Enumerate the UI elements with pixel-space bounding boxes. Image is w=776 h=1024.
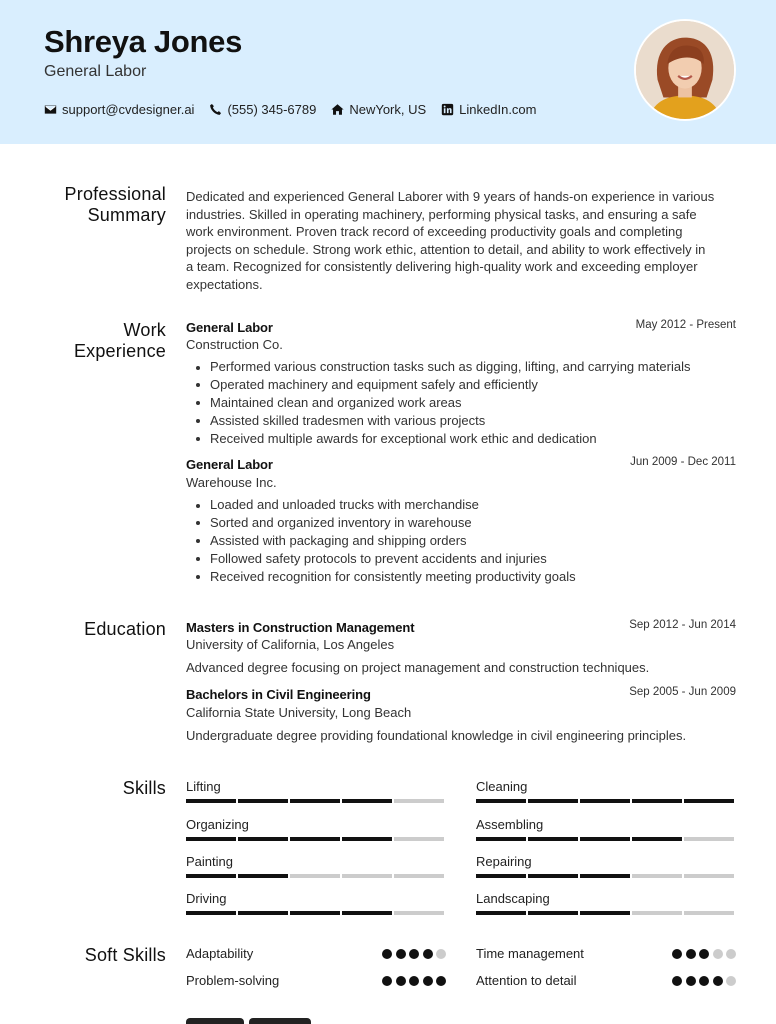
soft-skill-rating	[669, 949, 737, 959]
skill-level-segment	[632, 837, 682, 841]
summary-line: Dedicated and experienced General Laborer with 9 years of hands-on experience in various	[186, 189, 715, 204]
degree-description: Advanced degree focusing on project management and construction techniques.	[186, 660, 650, 675]
skill-level-segment	[684, 911, 734, 915]
list-item: Operated machinery and equipment safely and efficiently	[186, 376, 691, 394]
soft-skill-name: Adaptability	[186, 946, 254, 961]
rating-dot	[672, 976, 682, 986]
rating-dot	[423, 976, 433, 986]
contact-bar	[44, 102, 552, 117]
list-item: Received multiple awards for exceptional work ethic and dedication	[186, 430, 691, 448]
skill-level-bar	[186, 799, 446, 803]
skill-level-bar	[476, 874, 736, 878]
rating-dot	[686, 949, 696, 959]
contact-location	[331, 102, 426, 117]
degree-description: Undergraduate degree providing foundational knowledge in civil engineering principles.	[186, 728, 687, 743]
summary-heading-line2: Summary	[87, 204, 166, 225]
skill-name: Lifting	[186, 779, 221, 794]
education-heading: Education	[84, 619, 166, 639]
summary-heading-line1: Professional	[64, 184, 166, 204]
skill-item	[186, 778, 446, 803]
soft-skill-item	[186, 946, 446, 961]
skill-item	[476, 816, 736, 841]
envelope-icon	[44, 103, 57, 116]
skill-level-segment	[684, 837, 734, 841]
tag-chip	[249, 1018, 311, 1024]
rating-dot	[382, 976, 392, 986]
rating-dot	[699, 949, 709, 959]
skill-item	[186, 890, 446, 915]
summary-heading	[20, 184, 166, 225]
rating-dot	[396, 976, 406, 986]
summary-line: expectations.	[186, 276, 263, 292]
skill-name: Painting	[186, 854, 233, 869]
degree-title: Masters in Construction Management	[186, 620, 415, 635]
soft-skill-rating	[669, 976, 737, 986]
degree-title: Bachelors in Civil Engineering	[186, 687, 371, 702]
school-name: California State University, Long Beach	[186, 705, 412, 720]
skill-level-segment	[290, 911, 340, 915]
rating-dot	[396, 949, 406, 959]
job-bullets	[186, 358, 691, 447]
skill-level-segment	[290, 837, 340, 841]
skill-level-bar	[476, 799, 736, 803]
contact-linkedin-text: LinkedIn.com	[459, 102, 537, 117]
skill-name: Cleaning	[476, 779, 528, 794]
skill-item	[186, 853, 446, 878]
skill-level-segment	[290, 874, 340, 878]
experience-heading-line1: Work	[123, 320, 166, 340]
tag-chip	[186, 1018, 244, 1024]
linkedin-icon	[441, 103, 454, 116]
skill-level-segment	[528, 874, 578, 878]
skill-name: Landscaping	[476, 891, 550, 906]
soft-skills-heading: Soft Skills	[84, 945, 166, 965]
candidate-name: Shreya Jones	[44, 24, 243, 59]
skill-level-segment	[186, 911, 236, 915]
skill-level-segment	[528, 799, 578, 803]
skill-level-segment	[238, 799, 288, 803]
job-dates: May 2012 - Present	[635, 319, 736, 331]
phone-icon	[209, 103, 222, 116]
soft-skill-rating	[379, 976, 447, 986]
soft-skill-item	[476, 973, 736, 988]
soft-skill-item	[476, 946, 736, 961]
skill-name: Assembling	[476, 817, 544, 832]
summary-line: industries. Skilled in operating machinery, performing physical tasks, and ensuring a safe	[186, 206, 697, 222]
skill-level-segment	[684, 874, 734, 878]
summary-line: a team. Recognized for consistently delivering high-quality work and exceeding employer	[186, 259, 698, 275]
rating-dot	[726, 976, 736, 986]
skill-level-segment	[394, 911, 444, 915]
rating-dot	[726, 949, 736, 959]
contact-email[interactable]	[44, 102, 194, 117]
skill-level-segment	[342, 799, 392, 803]
school-name: University of California, Los Angeles	[186, 637, 395, 652]
list-item: Assisted with packaging and shipping orders	[186, 532, 576, 550]
summary-line: work environment. Proven track record of exceeding productivity goals and completing	[186, 224, 683, 240]
job-company: Warehouse Inc.	[186, 475, 277, 490]
skill-level-segment	[580, 837, 630, 841]
list-item: Sorted and organized inventory in warehouse	[186, 514, 576, 532]
skill-level-segment	[342, 874, 392, 878]
skills-heading: Skills	[122, 778, 166, 798]
skill-level-segment	[476, 911, 526, 915]
skill-level-segment	[476, 837, 526, 841]
contact-linkedin[interactable]	[441, 102, 536, 117]
skill-item	[476, 853, 736, 878]
skill-level-segment	[632, 874, 682, 878]
resume-header	[0, 0, 776, 144]
skill-name: Organizing	[186, 817, 249, 832]
skill-level-segment	[238, 911, 288, 915]
rating-dot	[409, 976, 419, 986]
rating-dot	[382, 949, 392, 959]
soft-skill-name: Problem-solving	[186, 973, 280, 988]
skill-level-segment	[580, 874, 630, 878]
rating-dot	[713, 976, 723, 986]
contact-phone[interactable]	[209, 102, 316, 117]
list-item: Maintained clean and organized work areas	[186, 394, 691, 412]
skill-level-segment	[528, 837, 578, 841]
degree-dates: Sep 2012 - Jun 2014	[629, 619, 736, 631]
skill-level-bar	[476, 837, 736, 841]
candidate-title: General Labor	[44, 63, 147, 80]
summary-text	[186, 188, 738, 294]
soft-skill-rating	[379, 949, 447, 959]
skill-level-segment	[394, 837, 444, 841]
skill-level-segment	[186, 799, 236, 803]
job-title: General Labor	[186, 457, 273, 472]
degree-dates: Sep 2005 - Jun 2009	[629, 686, 736, 698]
soft-skill-name: Attention to detail	[476, 973, 577, 988]
skill-item	[476, 778, 736, 803]
skill-level-segment	[394, 874, 444, 878]
rating-dot	[699, 976, 709, 986]
skill-name: Repairing	[476, 854, 532, 869]
list-item: Loaded and unloaded trucks with merchandise	[186, 496, 576, 514]
profile-photo	[634, 19, 736, 121]
rating-dot	[672, 949, 682, 959]
skill-level-segment	[476, 799, 526, 803]
rating-dot	[436, 976, 446, 986]
job-company: Construction Co.	[186, 337, 283, 352]
skill-level-segment	[238, 874, 288, 878]
job-title: General Labor	[186, 320, 273, 335]
experience-heading	[20, 320, 166, 361]
soft-skill-item	[186, 973, 446, 988]
rating-dot	[423, 949, 433, 959]
skill-level-segment	[342, 837, 392, 841]
job-dates: Jun 2009 - Dec 2011	[630, 456, 736, 468]
skill-level-segment	[580, 911, 630, 915]
portrait-illustration	[636, 21, 734, 119]
home-icon	[331, 103, 344, 116]
contact-location-text: NewYork, US	[349, 102, 427, 117]
skill-name: Driving	[186, 891, 227, 906]
contact-phone-text: (555) 345-6789	[227, 102, 317, 117]
skill-level-segment	[528, 911, 578, 915]
skill-level-segment	[342, 911, 392, 915]
skill-level-bar	[186, 874, 446, 878]
rating-dot	[686, 976, 696, 986]
skill-level-segment	[290, 799, 340, 803]
summary-line: projects on schedule. Strong work ethic, attention to detail, and ability to work effectively in	[186, 241, 706, 257]
job-bullets	[186, 496, 576, 585]
skill-level-segment	[186, 874, 236, 878]
skill-level-bar	[186, 837, 446, 841]
skill-level-bar	[186, 911, 446, 915]
rating-dot	[409, 949, 419, 959]
skill-level-segment	[632, 911, 682, 915]
skill-item	[476, 890, 736, 915]
contact-email-text: support@cvdesigner.ai	[62, 102, 195, 117]
skill-level-segment	[238, 837, 288, 841]
skill-level-segment	[476, 874, 526, 878]
rating-dot	[436, 949, 446, 959]
experience-heading-line2: Experience	[73, 340, 166, 361]
skill-item	[186, 816, 446, 841]
list-item: Performed various construction tasks such as digging, lifting, and carrying materials	[186, 358, 691, 376]
list-item: Followed safety protocols to prevent accidents and injuries	[186, 550, 576, 568]
skill-level-segment	[394, 799, 444, 803]
skill-level-segment	[580, 799, 630, 803]
list-item: Assisted skilled tradesmen with various projects	[186, 412, 691, 430]
list-item: Received recognition for consistently meeting productivity goals	[186, 568, 576, 586]
skill-level-segment	[632, 799, 682, 803]
skill-level-bar	[476, 911, 736, 915]
rating-dot	[713, 949, 723, 959]
skill-level-segment	[684, 799, 734, 803]
soft-skill-name: Time management	[476, 946, 584, 961]
skill-level-segment	[186, 837, 236, 841]
